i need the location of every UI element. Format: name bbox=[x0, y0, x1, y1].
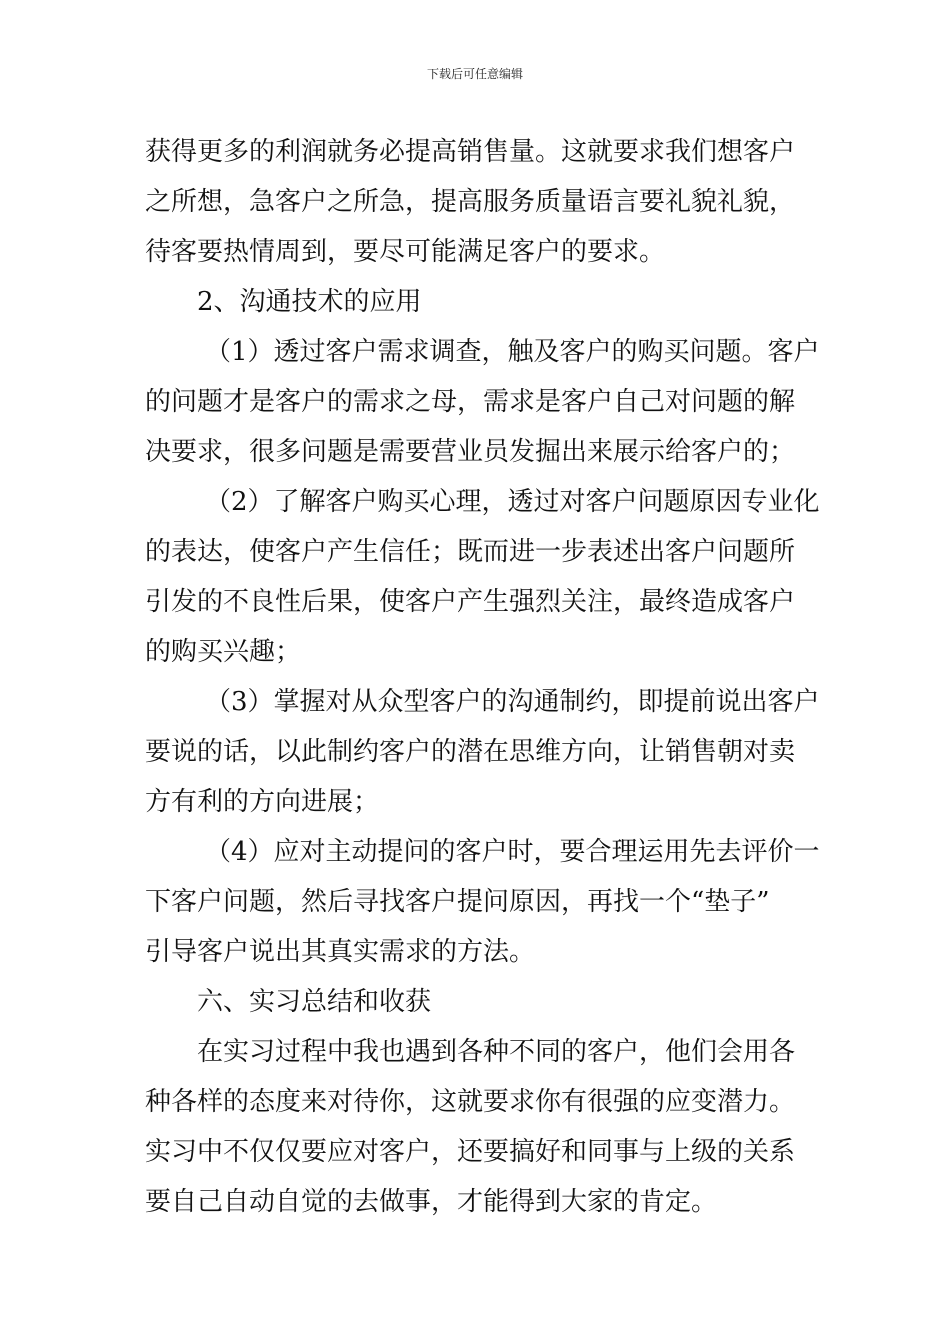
section-heading: 2、沟通技术的应用 bbox=[197, 287, 422, 317]
body-line: 之所想，急客户之所急，提高服务质量语言要礼貌礼貌， bbox=[145, 187, 796, 217]
list-item-line: 的购买兴趣； bbox=[145, 637, 302, 667]
list-item-line: 决要求，很多问题是需要营业员发掘出来展示给客户的； bbox=[145, 437, 796, 467]
body-line: 实习中不仅仅要应对客户，还要搞好和同事与上级的关系 bbox=[145, 1137, 796, 1167]
list-item-line: 的问题才是客户的需求之母，需求是客户自己对问题的解 bbox=[145, 387, 796, 417]
list-item-line: （2）了解客户购买心理，透过对客户问题原因专业化 bbox=[205, 487, 820, 517]
list-item-line: （3）掌握对从众型客户的沟通制约，即提前说出客户 bbox=[205, 687, 820, 717]
page-header: 下载后可任意编辑 bbox=[426, 67, 523, 81]
list-item-line: 方有利的方向进展； bbox=[145, 787, 380, 817]
list-item-line: 的表达，使客户产生信任；既而进一步表述出客户问题所 bbox=[145, 537, 796, 567]
list-item-line: 要说的话，以此制约客户的潜在思维方向，让销售朝对卖 bbox=[145, 737, 796, 767]
body-line: 在实习过程中我也遇到各种不同的客户，他们会用各 bbox=[197, 1037, 796, 1067]
document-body bbox=[145, 127, 820, 1227]
list-item-line: （1）透过客户需求调查，触及客户的购买问题。客户 bbox=[205, 337, 820, 367]
list-item-line: （4）应对主动提问的客户时，要合理运用先去评价一 bbox=[205, 837, 820, 867]
list-item-line: 下客户问题，然后寻找客户提问原因，再找一个“垫子” bbox=[145, 887, 770, 917]
body-line: 种各样的态度来对待你，这就要求你有很强的应变潜力。 bbox=[145, 1087, 796, 1117]
body-line: 获得更多的利润就务必提高销售量。这就要求我们想客户 bbox=[145, 137, 796, 167]
body-line: 待客要热情周到，要尽可能满足客户的要求。 bbox=[145, 237, 666, 267]
list-item-line: 引发的不良性后果，使客户产生强烈关注，最终造成客户 bbox=[145, 587, 796, 617]
section-heading: 六、实习总结和收获 bbox=[197, 987, 432, 1017]
body-line: 要自己自动自觉的去做事，才能得到大家的肯定。 bbox=[145, 1187, 718, 1217]
list-item-line: 引导客户说出其真实需求的方法。 bbox=[145, 937, 536, 967]
